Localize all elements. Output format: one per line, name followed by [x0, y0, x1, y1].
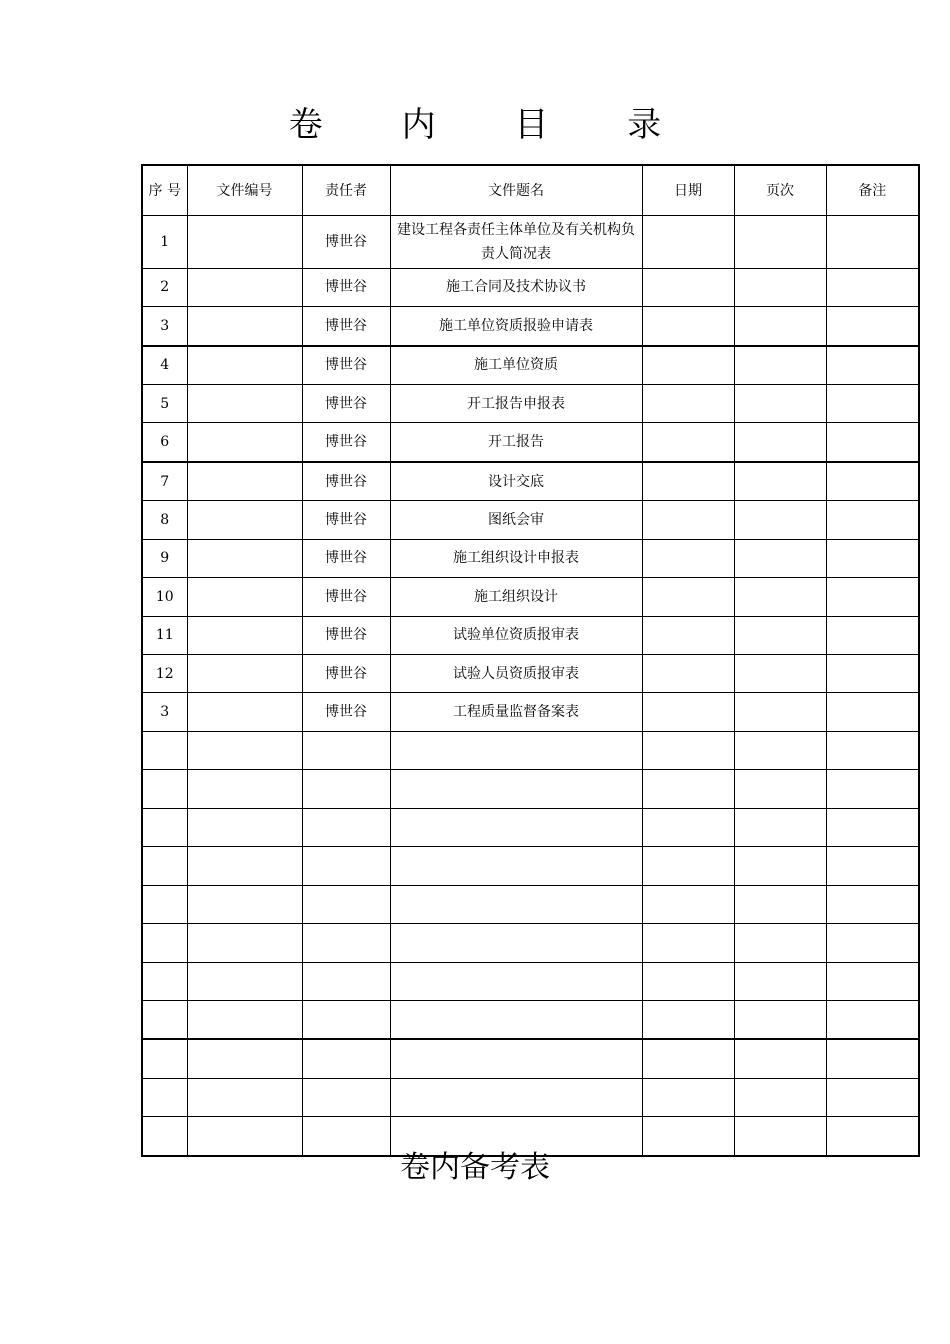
cell-doc-title: 建设工程各责任主体单位及有关机构负责人简况表: [390, 216, 642, 269]
cell-owner: 博世谷: [302, 616, 390, 654]
table-row: [142, 268, 919, 306]
cell-seq: [142, 731, 187, 769]
cell-date: [642, 1039, 734, 1078]
cell-owner: 博世谷: [302, 462, 390, 501]
cell-date: [642, 346, 734, 385]
table-row: [142, 307, 919, 346]
cell-seq: 3: [142, 693, 187, 731]
cell-doc-no: [187, 539, 302, 577]
cell-remark: [826, 346, 919, 385]
cell-doc-title: [390, 847, 642, 885]
cell-seq: [142, 885, 187, 923]
col-header-doc-title: 文件题名: [390, 165, 642, 216]
cell-remark: [826, 1000, 919, 1039]
cell-remark: [826, 962, 919, 1000]
cell-doc-no: [187, 770, 302, 808]
cell-pages: [734, 462, 826, 501]
cell-date: [642, 268, 734, 306]
col-header-pages: 页次: [734, 165, 826, 216]
table-row: [142, 346, 919, 385]
cell-pages: [734, 539, 826, 577]
cell-doc-title: 试验单位资质报审表: [390, 616, 642, 654]
cell-date: [642, 808, 734, 846]
cell-pages: [734, 924, 826, 962]
cell-doc-no: [187, 731, 302, 769]
cell-seq: 6: [142, 423, 187, 462]
cell-pages: [734, 770, 826, 808]
cell-seq: [142, 924, 187, 962]
cell-pages: [734, 307, 826, 346]
cell-remark: [826, 655, 919, 693]
table-row: [142, 423, 919, 462]
cell-owner: [302, 808, 390, 846]
cell-remark: [826, 539, 919, 577]
cell-seq: [142, 1039, 187, 1078]
cell-date: [642, 770, 734, 808]
cell-owner: 博世谷: [302, 216, 390, 269]
cell-pages: [734, 847, 826, 885]
cell-pages: [734, 216, 826, 269]
cell-owner: [302, 1078, 390, 1116]
cell-doc-no: [187, 616, 302, 654]
cell-remark: [826, 307, 919, 346]
cell-date: [642, 384, 734, 422]
col-header-doc-no: 文件编号: [187, 165, 302, 216]
cell-owner: 博世谷: [302, 268, 390, 306]
cell-owner: 博世谷: [302, 423, 390, 462]
cell-pages: [734, 1039, 826, 1078]
cell-owner: [302, 731, 390, 769]
cell-seq: 9: [142, 539, 187, 577]
table-header-row: [142, 165, 919, 216]
cell-remark: [826, 501, 919, 539]
table-row: [142, 731, 919, 769]
cell-doc-no: [187, 1039, 302, 1078]
cell-doc-no: [187, 655, 302, 693]
cell-date: [642, 307, 734, 346]
col-header-remark: 备注: [826, 165, 919, 216]
cell-doc-no: [187, 808, 302, 846]
cell-seq: [142, 847, 187, 885]
cell-doc-title: [390, 770, 642, 808]
table-row: [142, 216, 919, 269]
cell-doc-no: [187, 346, 302, 385]
cell-doc-no: [187, 578, 302, 616]
cell-remark: [826, 885, 919, 923]
cell-date: [642, 462, 734, 501]
cell-doc-title: 试验人员资质报审表: [390, 655, 642, 693]
cell-date: [642, 616, 734, 654]
cell-seq: 4: [142, 346, 187, 385]
cell-doc-title: 施工单位资质: [390, 346, 642, 385]
cell-pages: [734, 655, 826, 693]
cell-owner: 博世谷: [302, 693, 390, 731]
cell-date: [642, 655, 734, 693]
cell-remark: [826, 770, 919, 808]
cell-doc-no: [187, 1000, 302, 1039]
cell-doc-title: [390, 924, 642, 962]
cell-doc-no: [187, 216, 302, 269]
cell-owner: 博世谷: [302, 578, 390, 616]
cell-owner: [302, 847, 390, 885]
cell-seq: 1: [142, 216, 187, 269]
cell-doc-title: 设计交底: [390, 462, 642, 501]
cell-doc-title: [390, 885, 642, 923]
table-row: [142, 924, 919, 962]
cell-remark: [826, 616, 919, 654]
cell-seq: [142, 770, 187, 808]
cell-seq: [142, 1000, 187, 1039]
cell-seq: 12: [142, 655, 187, 693]
cell-pages: [734, 423, 826, 462]
cell-seq: 7: [142, 462, 187, 501]
cell-doc-title: [390, 808, 642, 846]
table-row: [142, 655, 919, 693]
cell-pages: [734, 384, 826, 422]
cell-seq: [142, 962, 187, 1000]
cell-remark: [826, 462, 919, 501]
table-row: [142, 578, 919, 616]
cell-pages: [734, 616, 826, 654]
footer-title: 卷内备考表: [400, 1150, 550, 1185]
cell-owner: [302, 770, 390, 808]
cell-date: [642, 501, 734, 539]
table-row: [142, 616, 919, 654]
table-row: [142, 847, 919, 885]
table-row: [142, 1078, 919, 1116]
cell-doc-no: [187, 924, 302, 962]
cell-owner: [302, 962, 390, 1000]
cell-seq: 10: [142, 578, 187, 616]
col-header-seq: 序 号: [142, 165, 187, 216]
cell-date: [642, 423, 734, 462]
cell-doc-title: 施工组织设计申报表: [390, 539, 642, 577]
col-header-date: 日期: [642, 165, 734, 216]
cell-pages: [734, 578, 826, 616]
cell-owner: [302, 885, 390, 923]
cell-remark: [826, 216, 919, 269]
cell-pages: [734, 1000, 826, 1039]
cell-doc-no: [187, 501, 302, 539]
cell-doc-title: 施工单位资质报验申请表: [390, 307, 642, 346]
cell-owner: 博世谷: [302, 539, 390, 577]
cell-pages: [734, 268, 826, 306]
table-row: [142, 885, 919, 923]
cell-pages: [734, 501, 826, 539]
cell-pages: [734, 808, 826, 846]
cell-owner: [302, 1000, 390, 1039]
cell-doc-title: 施工组织设计: [390, 578, 642, 616]
cell-doc-title: [390, 1000, 642, 1039]
table-row: [142, 501, 919, 539]
cell-doc-no: [187, 693, 302, 731]
cell-doc-title: 开工报告: [390, 423, 642, 462]
catalog-table: [141, 164, 920, 1157]
cell-remark: [826, 924, 919, 962]
cell-date: [642, 731, 734, 769]
cell-date: [642, 1000, 734, 1039]
cell-doc-title: 工程质量监督备案表: [390, 693, 642, 731]
cell-doc-no: [187, 268, 302, 306]
cell-doc-title: [390, 962, 642, 1000]
cell-doc-title: 图纸会审: [390, 501, 642, 539]
cell-doc-title: 施工合同及技术协议书: [390, 268, 642, 306]
table-row: [142, 962, 919, 1000]
cell-seq: 8: [142, 501, 187, 539]
cell-seq: 5: [142, 384, 187, 422]
cell-date: [642, 693, 734, 731]
cell-remark: [826, 693, 919, 731]
cell-doc-title: [390, 1039, 642, 1078]
cell-date: [642, 216, 734, 269]
cell-remark: [826, 578, 919, 616]
cell-pages: [734, 885, 826, 923]
cell-doc-no: [187, 1078, 302, 1116]
cell-date: [642, 1078, 734, 1116]
table-row: [142, 770, 919, 808]
cell-date: [642, 539, 734, 577]
cell-doc-no: [187, 423, 302, 462]
cell-doc-no: [187, 885, 302, 923]
cell-seq: 11: [142, 616, 187, 654]
cell-date: [642, 924, 734, 962]
cell-pages: [734, 1078, 826, 1116]
cell-pages: [734, 693, 826, 731]
cell-pages: [734, 962, 826, 1000]
cell-remark: [826, 731, 919, 769]
cell-doc-title: [390, 731, 642, 769]
table-row: [142, 693, 919, 731]
cell-date: [642, 847, 734, 885]
cell-remark: [826, 423, 919, 462]
col-header-owner: 责任者: [302, 165, 390, 216]
cell-seq: 2: [142, 268, 187, 306]
cell-owner: 博世谷: [302, 346, 390, 385]
cell-owner: 博世谷: [302, 384, 390, 422]
cell-doc-title: 开工报告申报表: [390, 384, 642, 422]
cell-seq: [142, 808, 187, 846]
cell-remark: [826, 808, 919, 846]
cell-owner: [302, 924, 390, 962]
cell-owner: 博世谷: [302, 501, 390, 539]
cell-remark: [826, 1078, 919, 1116]
cell-remark: [826, 384, 919, 422]
cell-remark: [826, 847, 919, 885]
table-row: [142, 808, 919, 846]
cell-seq: [142, 1078, 187, 1116]
table-row: [142, 1039, 919, 1078]
table-row: [142, 1000, 919, 1039]
cell-date: [642, 578, 734, 616]
table-row: [142, 462, 919, 501]
cell-seq: 3: [142, 307, 187, 346]
cell-doc-title: [390, 1078, 642, 1116]
cell-doc-no: [187, 847, 302, 885]
cell-remark: [826, 1039, 919, 1078]
cell-doc-no: [187, 384, 302, 422]
cell-owner: [302, 1039, 390, 1078]
table-row: [142, 539, 919, 577]
cell-doc-no: [187, 962, 302, 1000]
cell-remark: [826, 268, 919, 306]
cell-owner: 博世谷: [302, 655, 390, 693]
cell-owner: 博世谷: [302, 307, 390, 346]
cell-pages: [734, 346, 826, 385]
cell-doc-no: [187, 462, 302, 501]
cell-doc-no: [187, 307, 302, 346]
table-row: [142, 384, 919, 422]
cell-date: [642, 962, 734, 1000]
cell-pages: [734, 731, 826, 769]
page-title: 卷 内 目 录: [288, 105, 696, 145]
cell-date: [642, 885, 734, 923]
